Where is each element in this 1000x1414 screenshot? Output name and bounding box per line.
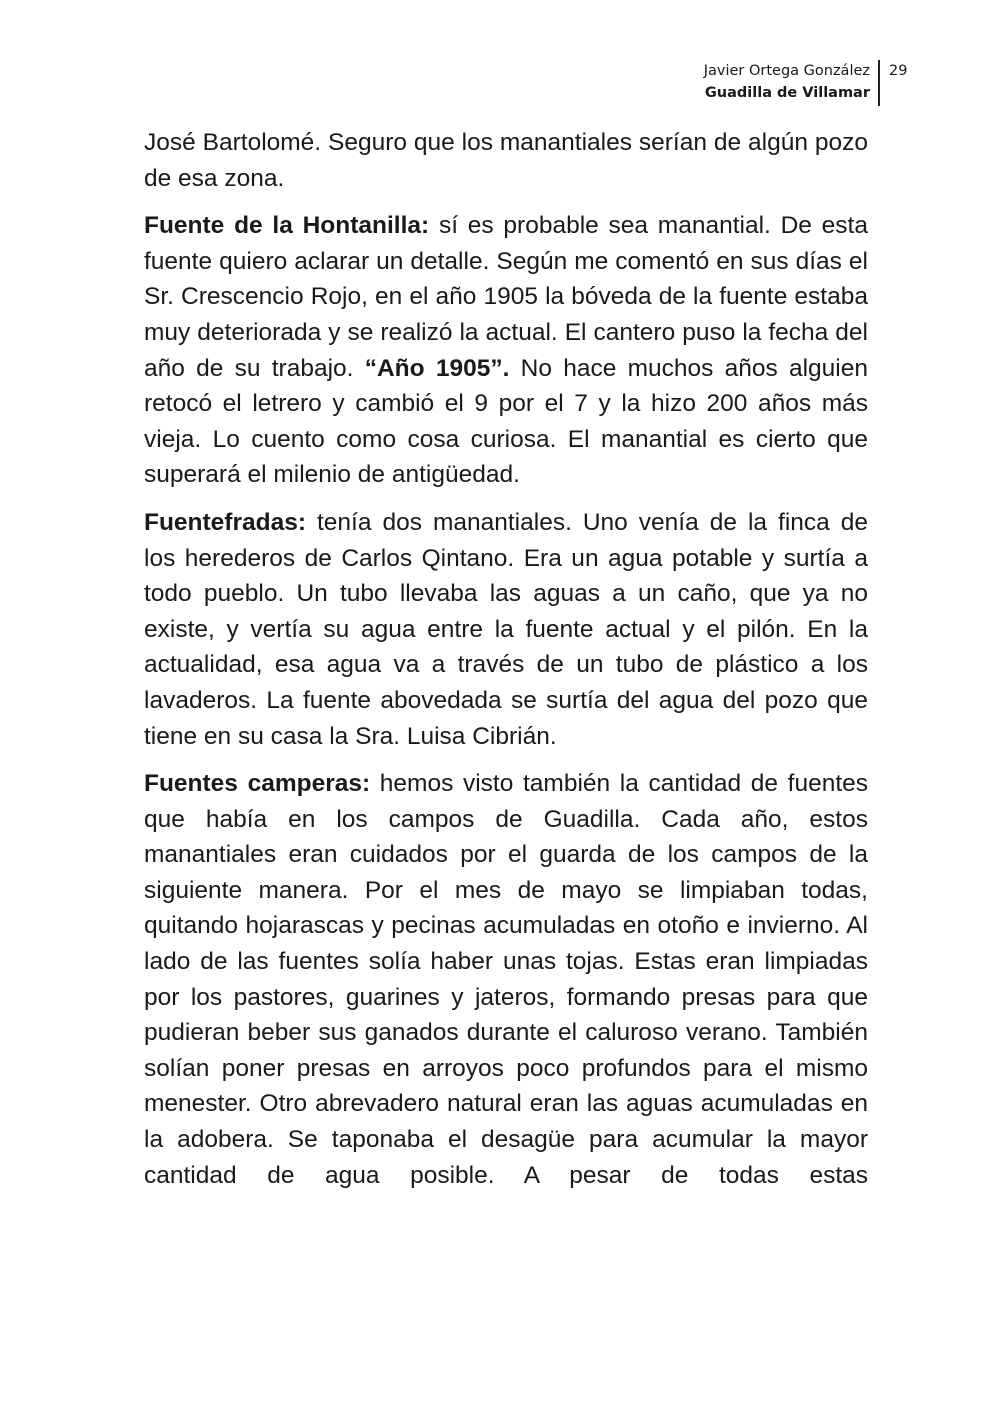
paragraph-heading: Fuentes camperas: [144,770,371,798]
page-body [144,125,868,1205]
paragraph-2 [144,208,868,493]
running-header [0,60,1000,110]
paragraph-1 [144,125,868,196]
paragraph-3 [144,505,868,754]
page-number: 29 [889,63,908,79]
paragraph-text: sí es probable sea manantial. De esta fuente quiero aclarar un detalle. Según me comentó en sus días el Sr. Crescencio Rojo, en el año 1905 la bóveda de la fuente estaba muy deteriorada y se realizó la actual. El cantero puso la fecha del año de su trabajo. [144,212,868,382]
header-author: Javier Ortega González [703,63,870,79]
paragraph-text: José Bartolomé. Seguro que los manantiales serían de algún pozo de esa zona. [144,129,868,192]
header-subtitle: Guadilla de Villamar [704,85,870,101]
paragraph-heading: Fuente de la Hontanilla: [144,212,430,240]
paragraph-4 [144,766,868,1193]
paragraph-emphasis: “Año 1905”. [364,354,510,382]
header-divider [878,60,880,106]
header-text [704,60,870,104]
paragraph-heading: Fuentefradas: [144,508,307,536]
paragraph-text: tenía dos manantiales. Uno venía de la finca de los herederos de Carlos Qintano. Era un agua potable y surtía a todo pueblo. Un tubo llevaba las aguas a un caño, que ya no existe, y vertía su agua entre la fuente actual y el pilón. En la actualidad, esa agua va a través de un tubo de plástico a los lavaderos. La fuente abovedada se surtía del agua del pozo que tiene en su casa la Sra. Luisa Cibrián. [144,508,868,750]
paragraph-text: No hace muchos años alguien retocó el letrero y cambió el 9 por el 7 y la hizo 200 años más vieja. Lo cuento como cosa curiosa. El manantial es cierto que superará el milenio de antigüedad. [144,354,868,489]
paragraph-text: hemos visto también la cantidad de fuentes que había en los campos de Guadilla. Cada año, estos manantiales eran cuidados por el guarda de los campos de la siguiente manera. Por el mes de mayo se limpiaban todas, quitando hojarascas y pecinas acumuladas en otoño e invierno. Al lado de las fuentes solía haber unas tojas. Estas eran limpiadas por los pastores, guarines y jateros, formando presas para que pudieran beber sus ganados durante el caluroso verano. También solían poner presas en arroyos poco profundos para el mismo menester. Otro abrevadero natural eran las aguas acumuladas en la adobera. Se taponaba el desagüe para acumular la mayor cantidad de agua posible. A pesar de todas estas [144,770,869,1189]
